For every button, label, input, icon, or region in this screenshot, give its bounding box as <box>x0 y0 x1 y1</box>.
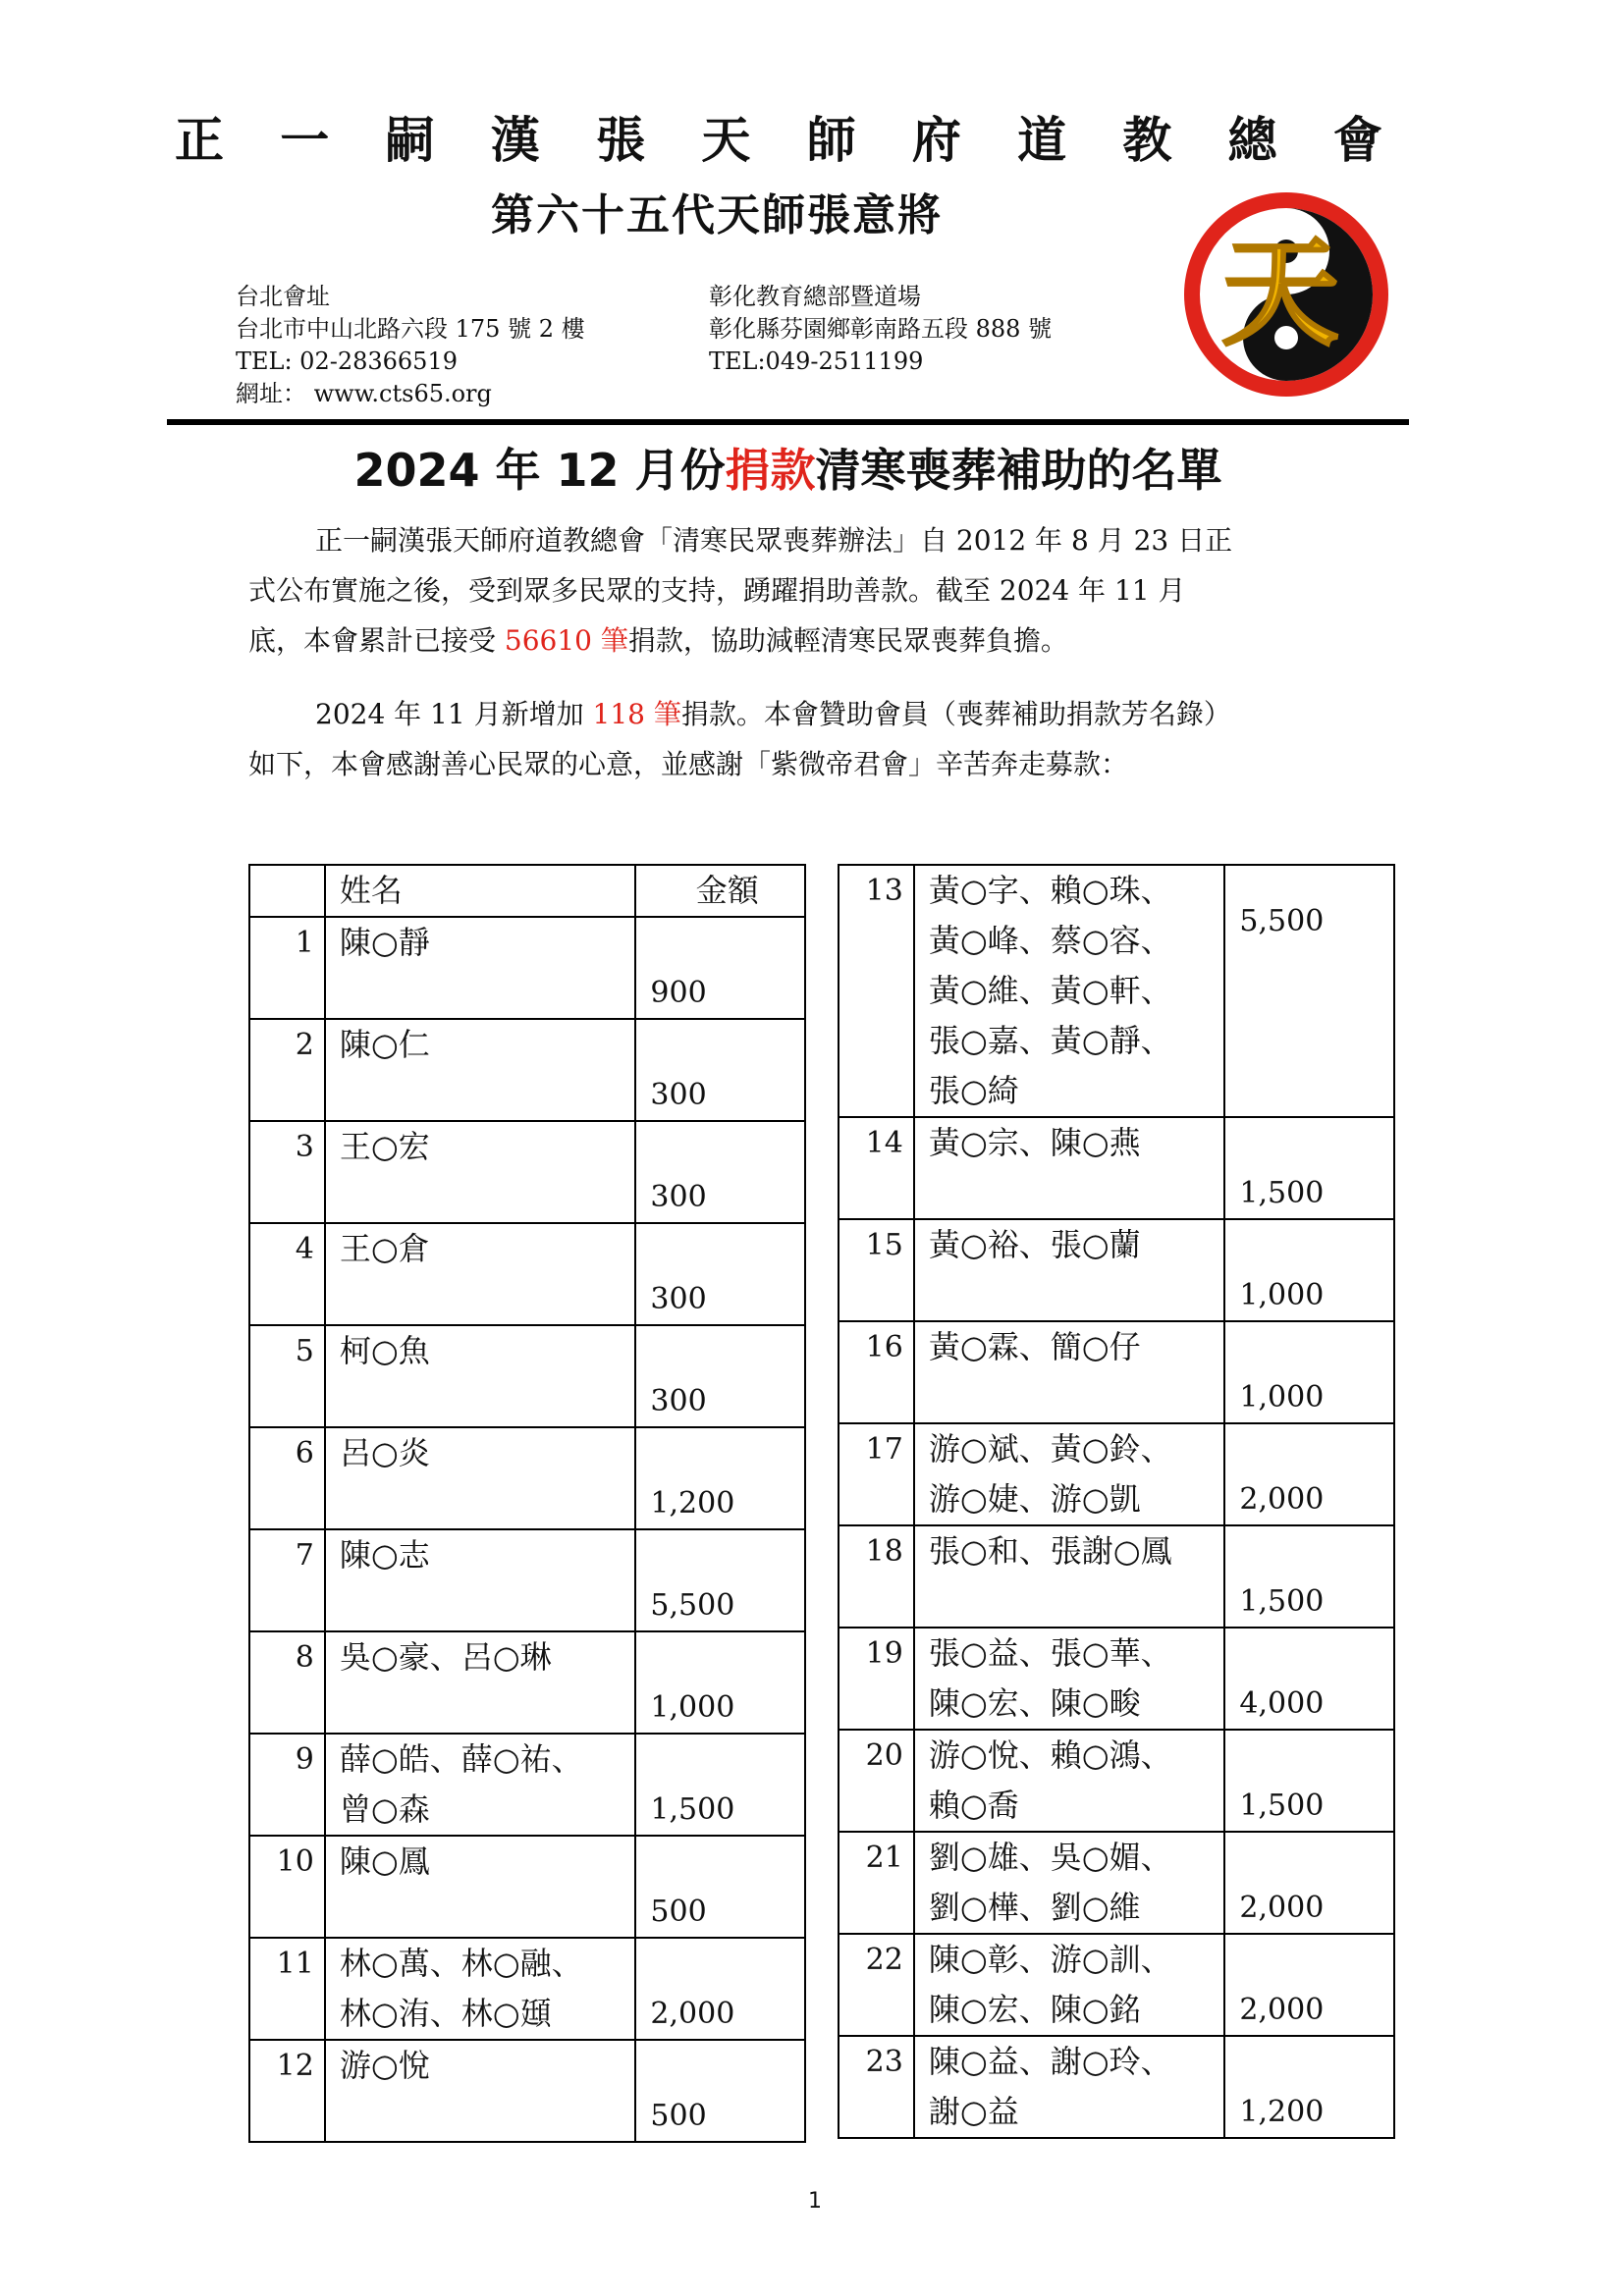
table-row <box>249 1938 805 2040</box>
donor-name-line: 薛○皓、薛○祐、 <box>339 1740 583 1778</box>
amount-value: 2,000 <box>1239 1891 1325 1925</box>
title-prefix: 2024 年 12 月份 <box>353 444 726 497</box>
donor-name-line: 黃○維、黃○軒、 <box>928 972 1172 1009</box>
table-row <box>839 1117 1394 1219</box>
amount-value: 1,500 <box>650 1792 735 1827</box>
donor-names <box>325 1938 636 2040</box>
intro-line: 正一嗣漢張天師府道教總會「清寒民眾喪葬辦法」自 2012 年 8 月 23 日正 <box>315 524 1233 557</box>
donor-names <box>914 1423 1225 1525</box>
donation-amount <box>1224 1219 1394 1321</box>
table-row <box>839 865 1394 1117</box>
donor-name-line: 王○宏 <box>339 1128 430 1165</box>
taipei-address: 台北市中山北路六段 175 號 2 樓 <box>236 315 585 343</box>
table-row <box>839 1934 1394 2036</box>
org-title-char: 正 <box>175 112 224 169</box>
amount-value: 1,500 <box>1239 1176 1325 1210</box>
changhua-tel: TEL:049-2511199 <box>709 347 924 375</box>
donor-name-line: 陳○益、謝○玲、 <box>928 2043 1172 2080</box>
amount-value: 500 <box>650 2099 707 2133</box>
row-number: 15 <box>839 1219 914 1321</box>
table-row <box>839 1832 1394 1934</box>
table-row <box>839 1525 1394 1628</box>
donation-amount <box>635 1836 805 1938</box>
tian-yinyang-logo <box>1178 187 1394 402</box>
donation-amount <box>635 2040 805 2142</box>
amount-value: 1,000 <box>1239 1278 1325 1312</box>
intro-line: 捐款，協助減輕清寒民眾喪葬負擔。 <box>627 624 1068 657</box>
donor-names <box>914 1321 1225 1423</box>
table-row <box>839 1423 1394 1525</box>
org-title-char: 嗣 <box>385 112 435 169</box>
donor-name-line: 王○倉 <box>339 1230 430 1267</box>
org-title-char: 府 <box>911 112 961 169</box>
table-row <box>249 1734 805 1836</box>
org-title-char: 漢 <box>490 112 540 169</box>
donor-name-line: 游○婕、游○凱 <box>928 1480 1141 1518</box>
logo-character: 天 <box>1221 224 1339 362</box>
donor-names <box>325 1529 636 1631</box>
donation-amount <box>635 1121 805 1223</box>
row-number: 19 <box>839 1628 914 1730</box>
row-number: 2 <box>249 1019 325 1121</box>
table-row <box>839 2036 1394 2138</box>
title-highlight: 捐款 <box>725 444 816 497</box>
org-title-char: 總 <box>1227 112 1277 169</box>
taipei-tel: TEL: 02-28366519 <box>236 347 458 375</box>
amount-value: 2,000 <box>650 1997 735 2031</box>
amount-value: 300 <box>650 1180 707 1214</box>
donor-name-line: 陳○宏、陳○畯 <box>928 1684 1141 1722</box>
document-title <box>167 437 1409 504</box>
amount-value: 2,000 <box>1239 1993 1325 2027</box>
donation-amount <box>635 1631 805 1734</box>
donor-names <box>325 1325 636 1427</box>
row-number: 21 <box>839 1832 914 1934</box>
donor-name-line: 賴○喬 <box>928 1787 1019 1824</box>
donor-name-line: 陳○彰、游○訓、 <box>928 1941 1172 1978</box>
taipei-label: 台北會址 <box>236 283 330 310</box>
intro-line: 2024 年 11 月新增加 <box>315 698 593 730</box>
donor-name-line: 陳○志 <box>339 1536 430 1574</box>
donor-name-line: 游○斌、黃○鈴、 <box>928 1430 1172 1468</box>
row-number: 22 <box>839 1934 914 2036</box>
row-number: 6 <box>249 1427 325 1529</box>
row-number: 14 <box>839 1117 914 1219</box>
donor-name-line: 陳○靜 <box>339 924 430 961</box>
donor-names <box>325 2040 636 2142</box>
donation-amount <box>1224 1117 1394 1219</box>
row-number: 13 <box>839 865 914 1117</box>
row-number: 11 <box>249 1938 325 2040</box>
row-number: 16 <box>839 1321 914 1423</box>
donor-names <box>914 865 1225 1117</box>
donor-name-line: 呂○炎 <box>339 1434 430 1471</box>
table-header-row <box>249 865 805 917</box>
donation-amount <box>635 1734 805 1836</box>
donor-names <box>914 1628 1225 1730</box>
donor-names <box>325 1734 636 1836</box>
org-title-char: 會 <box>1332 112 1382 169</box>
donor-names <box>325 1836 636 1938</box>
amount-value: 2,000 <box>1239 1482 1325 1517</box>
donation-amount <box>635 1325 805 1427</box>
amount-value: 1,200 <box>650 1486 735 1521</box>
header-divider <box>167 419 1409 425</box>
website: 網址： www.cts65.org <box>236 380 492 407</box>
donation-amount <box>1224 1423 1394 1525</box>
table-row <box>249 1631 805 1734</box>
donor-name-line: 謝○益 <box>928 2093 1019 2130</box>
donation-amount <box>635 1223 805 1325</box>
donor-name-line: 柯○魚 <box>339 1332 430 1369</box>
donor-names <box>914 2036 1225 2138</box>
donation-amount <box>635 1938 805 2040</box>
org-title-char: 師 <box>806 112 856 169</box>
donor-name-line: 張○嘉、黃○靜、 <box>928 1022 1172 1059</box>
row-number: 23 <box>839 2036 914 2138</box>
donation-amount <box>635 917 805 1019</box>
table-row <box>249 1836 805 1938</box>
donation-amount <box>1224 1832 1394 1934</box>
donor-name-line: 黃○霖、簡○仔 <box>928 1328 1141 1365</box>
table-row <box>249 1223 805 1325</box>
donor-table-right <box>838 864 1395 2139</box>
donor-name-line: 林○萬、林○融、 <box>339 1945 583 1982</box>
donor-names <box>325 917 636 1019</box>
amount-value: 1,000 <box>650 1690 735 1725</box>
intro-paragraph-2 <box>248 689 1378 789</box>
donation-amount <box>1224 1934 1394 2036</box>
new-donations-count: 118 筆 <box>592 698 681 730</box>
row-number: 9 <box>249 1734 325 1836</box>
org-title-char: 天 <box>701 112 751 169</box>
header-amount-cell: 金額 <box>635 865 805 917</box>
donor-names <box>325 1427 636 1529</box>
donor-name-line: 游○悅、賴○鴻、 <box>928 1736 1172 1774</box>
row-number: 12 <box>249 2040 325 2142</box>
donation-amount <box>635 1529 805 1631</box>
donor-name-line: 林○洧、林○頲 <box>339 1995 552 2032</box>
row-number: 7 <box>249 1529 325 1631</box>
donation-amount <box>1224 1730 1394 1832</box>
donation-amount <box>1224 1321 1394 1423</box>
amount-value: 1,200 <box>1239 2095 1325 2129</box>
amount-value: 500 <box>650 1895 707 1929</box>
row-number: 18 <box>839 1525 914 1628</box>
taipei-address-block <box>236 281 585 410</box>
amount-value: 1,000 <box>1239 1380 1325 1415</box>
donor-name-line: 黃○裕、張○蘭 <box>928 1226 1141 1263</box>
header-name-cell: 姓名 <box>325 865 636 917</box>
row-number: 3 <box>249 1121 325 1223</box>
table-row <box>249 1325 805 1427</box>
donor-name-line: 張○綺 <box>928 1072 1019 1109</box>
donation-amount <box>1224 2036 1394 2138</box>
donor-names <box>325 1019 636 1121</box>
title-suffix: 清寒喪葬補助的名單 <box>815 444 1222 497</box>
donor-table-left <box>248 864 806 2143</box>
org-title-char: 一 <box>280 112 330 169</box>
intro-line: 如下，本會感謝善心民眾的心意，並感謝「紫微帝君會」辛苦奔走募款： <box>248 748 1129 780</box>
donor-name-line: 黃○字、賴○珠、 <box>928 872 1172 909</box>
table-row <box>249 1121 805 1223</box>
table-row <box>839 1321 1394 1423</box>
donation-amount <box>635 1427 805 1529</box>
donor-names <box>914 1832 1225 1934</box>
table-row <box>249 917 805 1019</box>
donation-amount <box>635 1019 805 1121</box>
table-row <box>839 1628 1394 1730</box>
amount-value: 1,500 <box>1239 1789 1325 1823</box>
org-title-char: 道 <box>1017 112 1067 169</box>
org-title-char: 教 <box>1122 112 1172 169</box>
donor-names <box>914 1934 1225 2036</box>
donor-name-line: 陳○宏、陳○銘 <box>928 1991 1141 2028</box>
celestial-master-subtitle: 第六十五代天師張意將 <box>491 190 943 240</box>
donor-names <box>914 1525 1225 1628</box>
amount-value: 5,500 <box>650 1588 735 1623</box>
row-number: 10 <box>249 1836 325 1938</box>
row-number: 4 <box>249 1223 325 1325</box>
row-number: 17 <box>839 1423 914 1525</box>
table-row <box>839 1730 1394 1832</box>
amount-value: 300 <box>650 1282 707 1316</box>
amount-value: 5,500 <box>1239 903 1325 938</box>
donor-name-line: 游○悅 <box>339 2047 430 2084</box>
organization-title <box>175 106 1382 175</box>
table-row <box>839 1219 1394 1321</box>
intro-paragraph-1 <box>248 515 1378 666</box>
changhua-label: 彰化教育總部暨道場 <box>709 283 921 310</box>
changhua-address: 彰化縣芬園鄉彰南路五段 888 號 <box>709 315 1053 343</box>
donor-names <box>325 1121 636 1223</box>
donor-name-line: 陳○仁 <box>339 1026 430 1063</box>
donor-names <box>325 1631 636 1734</box>
donor-name-line: 黃○峰、蔡○容、 <box>928 922 1172 959</box>
amount-value: 300 <box>650 1078 707 1112</box>
row-number: 20 <box>839 1730 914 1832</box>
table-row <box>249 2040 805 2142</box>
donor-name-line: 陳○鳳 <box>339 1842 430 1880</box>
amount-value: 300 <box>650 1384 707 1418</box>
donor-names <box>325 1223 636 1325</box>
donor-name-line: 張○和、張謝○鳳 <box>928 1532 1172 1570</box>
donor-name-line: 劉○雄、吳○媚、 <box>928 1839 1172 1876</box>
table-row <box>249 1529 805 1631</box>
intro-line: 捐款。本會贊助會員（喪葬補助捐款芳名錄） <box>680 698 1231 730</box>
donor-names <box>914 1730 1225 1832</box>
intro-line: 底，本會累計已接受 <box>248 624 505 657</box>
donor-name-line: 劉○樺、劉○維 <box>928 1889 1141 1926</box>
donation-amount <box>1224 1628 1394 1730</box>
donor-names <box>914 1117 1225 1219</box>
amount-value: 4,000 <box>1239 1686 1325 1721</box>
donor-name-line: 吳○豪、呂○琳 <box>339 1638 552 1676</box>
header-number-cell <box>249 865 325 917</box>
row-number: 8 <box>249 1631 325 1734</box>
donor-names <box>914 1219 1225 1321</box>
row-number: 5 <box>249 1325 325 1427</box>
donation-amount <box>1224 865 1394 1117</box>
total-donations-count: 56610 筆 <box>504 624 628 657</box>
org-title-char: 張 <box>596 112 646 169</box>
changhua-address-block <box>709 281 1052 378</box>
amount-value: 900 <box>650 976 707 1010</box>
page-number: 1 <box>808 2189 822 2214</box>
table-row <box>249 1019 805 1121</box>
donor-name-line: 曾○森 <box>339 1790 430 1828</box>
row-number: 1 <box>249 917 325 1019</box>
donor-name-line: 張○益、張○華、 <box>928 1634 1172 1672</box>
table-row <box>249 1427 805 1529</box>
donor-name-line: 黃○宗、陳○燕 <box>928 1124 1141 1161</box>
donation-amount <box>1224 1525 1394 1628</box>
intro-line: 式公布實施之後，受到眾多民眾的支持，踴躍捐助善款。截至 2024 年 11 月 <box>248 574 1186 607</box>
amount-value: 1,500 <box>1239 1584 1325 1619</box>
